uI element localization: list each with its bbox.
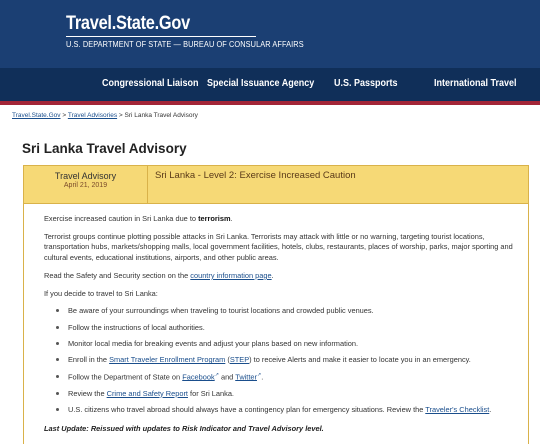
- last-update-label: Last Update:: [44, 423, 89, 433]
- nav-congressional-liaison[interactable]: Congressional Liaison: [102, 78, 199, 89]
- external-link-icon: ↗: [214, 371, 219, 378]
- list-item: [56, 389, 516, 400]
- list-item: Follow the instructions of local authorities.: [56, 323, 516, 334]
- breadcrumb-travel-advisories-link[interactable]: Travel Advisories: [67, 112, 118, 119]
- nav-us-passports[interactable]: U.S. Passports: [334, 78, 398, 89]
- read-prefix: Read the Safety and Security section on the: [44, 270, 189, 280]
- site-header: [0, 0, 540, 68]
- nav-accent-bar: [0, 101, 540, 105]
- contingency-text: U.S. citizens who travel abroad should always have a contingency plan for emergency situations. Review the: [68, 404, 424, 414]
- advisory-label: Travel Advisory: [54, 171, 117, 181]
- main-nav: [0, 68, 540, 101]
- breadcrumb-separator: >: [62, 112, 67, 119]
- intro-reason: terrorism: [198, 214, 231, 223]
- intro-suffix: .: [230, 214, 233, 223]
- list-item: Enroll in the Smart Traveler Enrollment Program (STEP) to receive Alerts and make it easier to locate you in an emergency.: [56, 355, 516, 366]
- enroll-prefix: Enroll in the: [68, 355, 108, 365]
- advisory-date: April 21, 2019: [63, 182, 108, 189]
- contingency-suffix: .: [489, 404, 492, 414]
- breadcrumb-current: Sri Lanka Travel Advisory: [124, 112, 198, 119]
- advisory-intro: [44, 214, 516, 225]
- advisory-bullet-list: [56, 306, 516, 415]
- breadcrumb: [12, 112, 198, 119]
- list-item: Follow the Department of State on Facebook↗ and Twitter↗.: [56, 372, 516, 383]
- review-prefix: Review the: [68, 388, 105, 398]
- country-information-link[interactable]: country information page: [190, 270, 272, 280]
- review-suffix: for Sri Lanka.: [190, 388, 234, 398]
- advisory-level: Sri Lanka - Level 2: Exercise Increased Caution: [155, 170, 356, 181]
- breadcrumb-separator: >: [118, 112, 123, 119]
- step-program-link[interactable]: Smart Traveler Enrollment Program: [109, 355, 226, 365]
- external-link-icon: ↗: [256, 371, 262, 378]
- advisory-label-cell: [24, 166, 148, 203]
- twitter-link[interactable]: Twitter: [235, 372, 257, 382]
- nav-international-travel[interactable]: International Travel: [434, 78, 517, 89]
- last-update-text: Reissued with updates to Risk Indicator and Travel Advisory level.: [90, 423, 324, 433]
- follow-and: and: [220, 372, 234, 382]
- enroll-suffix: to receive Alerts and make it easier to locate you in an emergency.: [253, 355, 471, 365]
- site-logo-subtitle: U.S. DEPARTMENT OF STATE — BUREAU OF CONSULAR AFFAIRS: [66, 40, 304, 49]
- facebook-link[interactable]: Facebook: [182, 372, 215, 382]
- advisory-read-more: [44, 271, 516, 282]
- crime-safety-report-link[interactable]: Crime and Safety Report: [106, 388, 188, 398]
- last-update: [44, 424, 516, 435]
- travelers-checklist-link[interactable]: Traveler's Checklist: [425, 404, 490, 414]
- advisory-paragraph: Terrorist groups continue plotting possible attacks in Sri Lanka. Terrorists may attack with little or no warning, targeting tourist locations, transportation hubs, markets/shopping malls, local government facilities, hotels, clubs, restaurants, places of worship, parks, major sporting and cultural events, educational institutions, airports, and other public areas.: [44, 231, 513, 263]
- nav-special-issuance-agency[interactable]: Special Issuance Agency: [207, 78, 315, 89]
- advisory-box: [23, 165, 529, 444]
- step-link[interactable]: STEP: [229, 355, 250, 365]
- read-suffix: .: [271, 270, 274, 280]
- advisory-if-travel: If you decide to travel to Sri Lanka:: [44, 288, 158, 298]
- intro-text: Exercise increased caution in Sri Lanka due to: [44, 214, 197, 223]
- page-title: Sri Lanka Travel Advisory: [22, 141, 187, 156]
- logo-divider: [66, 36, 256, 37]
- list-item: Monitor local media for breaking events and adjust your plans based on new information.: [56, 339, 516, 350]
- list-item: Be aware of your surroundings when traveling to tourist locations and crowded public venues.: [56, 306, 516, 317]
- list-item: [56, 405, 516, 416]
- site-logo-title[interactable]: Travel.State.Gov: [66, 13, 190, 34]
- advisory-body: [44, 214, 516, 441]
- follow-prefix: Follow the Department of State on: [68, 372, 181, 382]
- breadcrumb-home-link[interactable]: Travel.State.Gov: [12, 112, 61, 119]
- advisory-header: [24, 166, 528, 204]
